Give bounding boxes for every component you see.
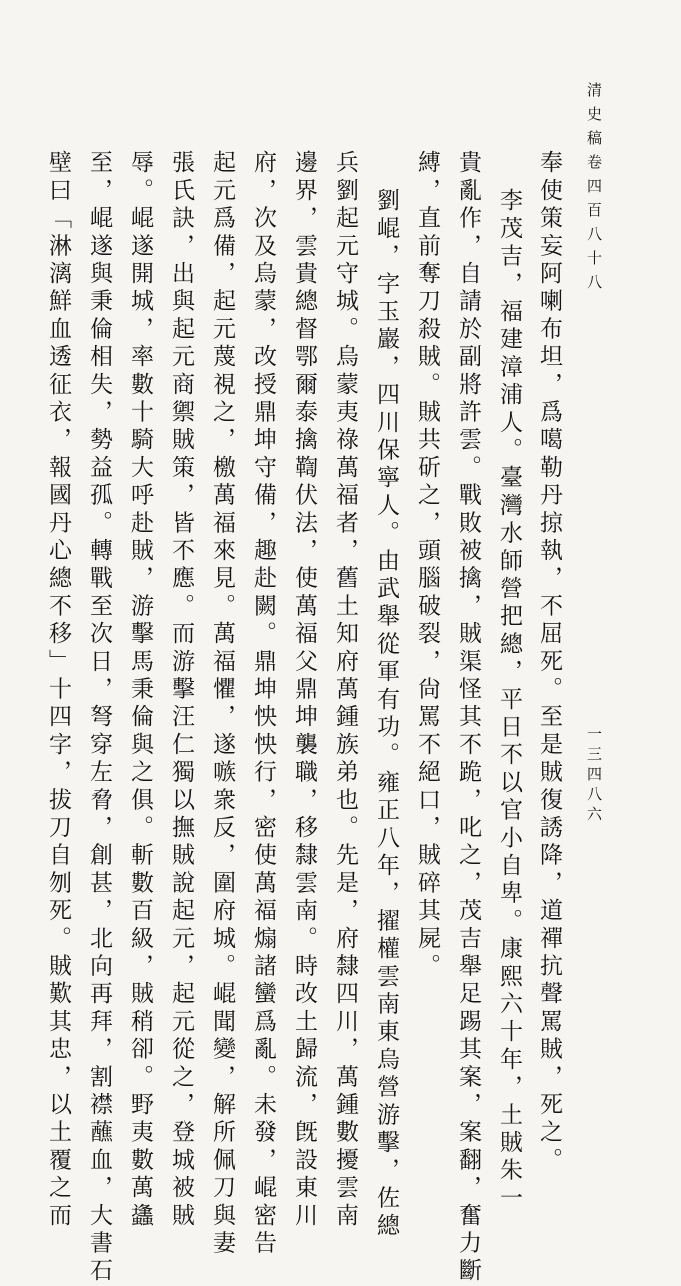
text-column-9: 起元爲備，起元蔑視之，檄萬福來見。萬福懼，遂嗾衆反，圍府城。崐聞變，解所佩刀與妻 bbox=[209, 150, 235, 1258]
text-column-2: 李茂吉，福建漳浦人。臺灣水師營把總，平日不以官小自卑。康熙六十年，土賊朱一 bbox=[496, 188, 522, 1213]
running-header: 清史稿卷四百八十八 bbox=[585, 82, 603, 298]
text-column-13: 壁曰「淋漓鮮血透征衣，報國丹心總不移」十四字，拔刀自刎死。賊歎其忠，以土覆之而 bbox=[45, 150, 71, 1231]
text-column-4: 縛，直前奪刀殺賊。賊共斫之，頭腦破裂，尙罵不絕口，賊碎其屍。 bbox=[414, 150, 440, 981]
text-column-7: 邊界，雲貴總督鄂爾泰擒鞫伏法，使萬福父鼎坤襲職，移隸雲南。時改土歸流，旣設東川 bbox=[291, 150, 317, 1231]
text-column-10: 張氏訣，出與起元商禦賊策，皆不應。而游擊汪仁獨以撫賊說起元，起元從之，登城被賊 bbox=[168, 150, 194, 1231]
text-column-3: 貴亂作，自請於副將許雲。戰敗被擒，賊渠怪其不跪，叱之，茂吉舉足踢其案，案翻，奮力斷 bbox=[455, 150, 481, 1286]
text-column-11: 辱。崐遂開城，率數十騎大呼赴賊，游擊馬秉倫與之俱。斬數百級，賊稍卻。野夷數萬蠭 bbox=[127, 150, 153, 1231]
text-column-1: 奉使策妄阿喇布坦，爲噶勒丹掠執，不屈死。至是賊復誘降，道禪抗聲罵賊，死之。 bbox=[536, 150, 562, 1175]
page-number: 一三四八六 bbox=[585, 726, 603, 826]
text-column-8: 府，次及烏蒙，改授鼎坤守備，趣赴闕。鼎坤怏怏行，密使萬福煽諸蠻爲亂。未發，崐密告 bbox=[250, 150, 276, 1258]
text-column-6: 兵劉起元守城。烏蒙夷祿萬福者，舊土知府萬鍾族弟也。先是，府隸四川，萬鍾數擾雲南 bbox=[332, 150, 358, 1231]
text-column-12: 至，崐遂與秉倫相失，勢益孤。轉戰至次日，弩穿左脅，創甚，北向再拜，割襟蘸血，大書石 bbox=[86, 150, 112, 1286]
text-column-5: 劉崐，字玉巖，四川保寧人。由武舉從軍有功。雍正八年，擢權雲南東烏營游擊，佐總 bbox=[373, 188, 399, 1241]
